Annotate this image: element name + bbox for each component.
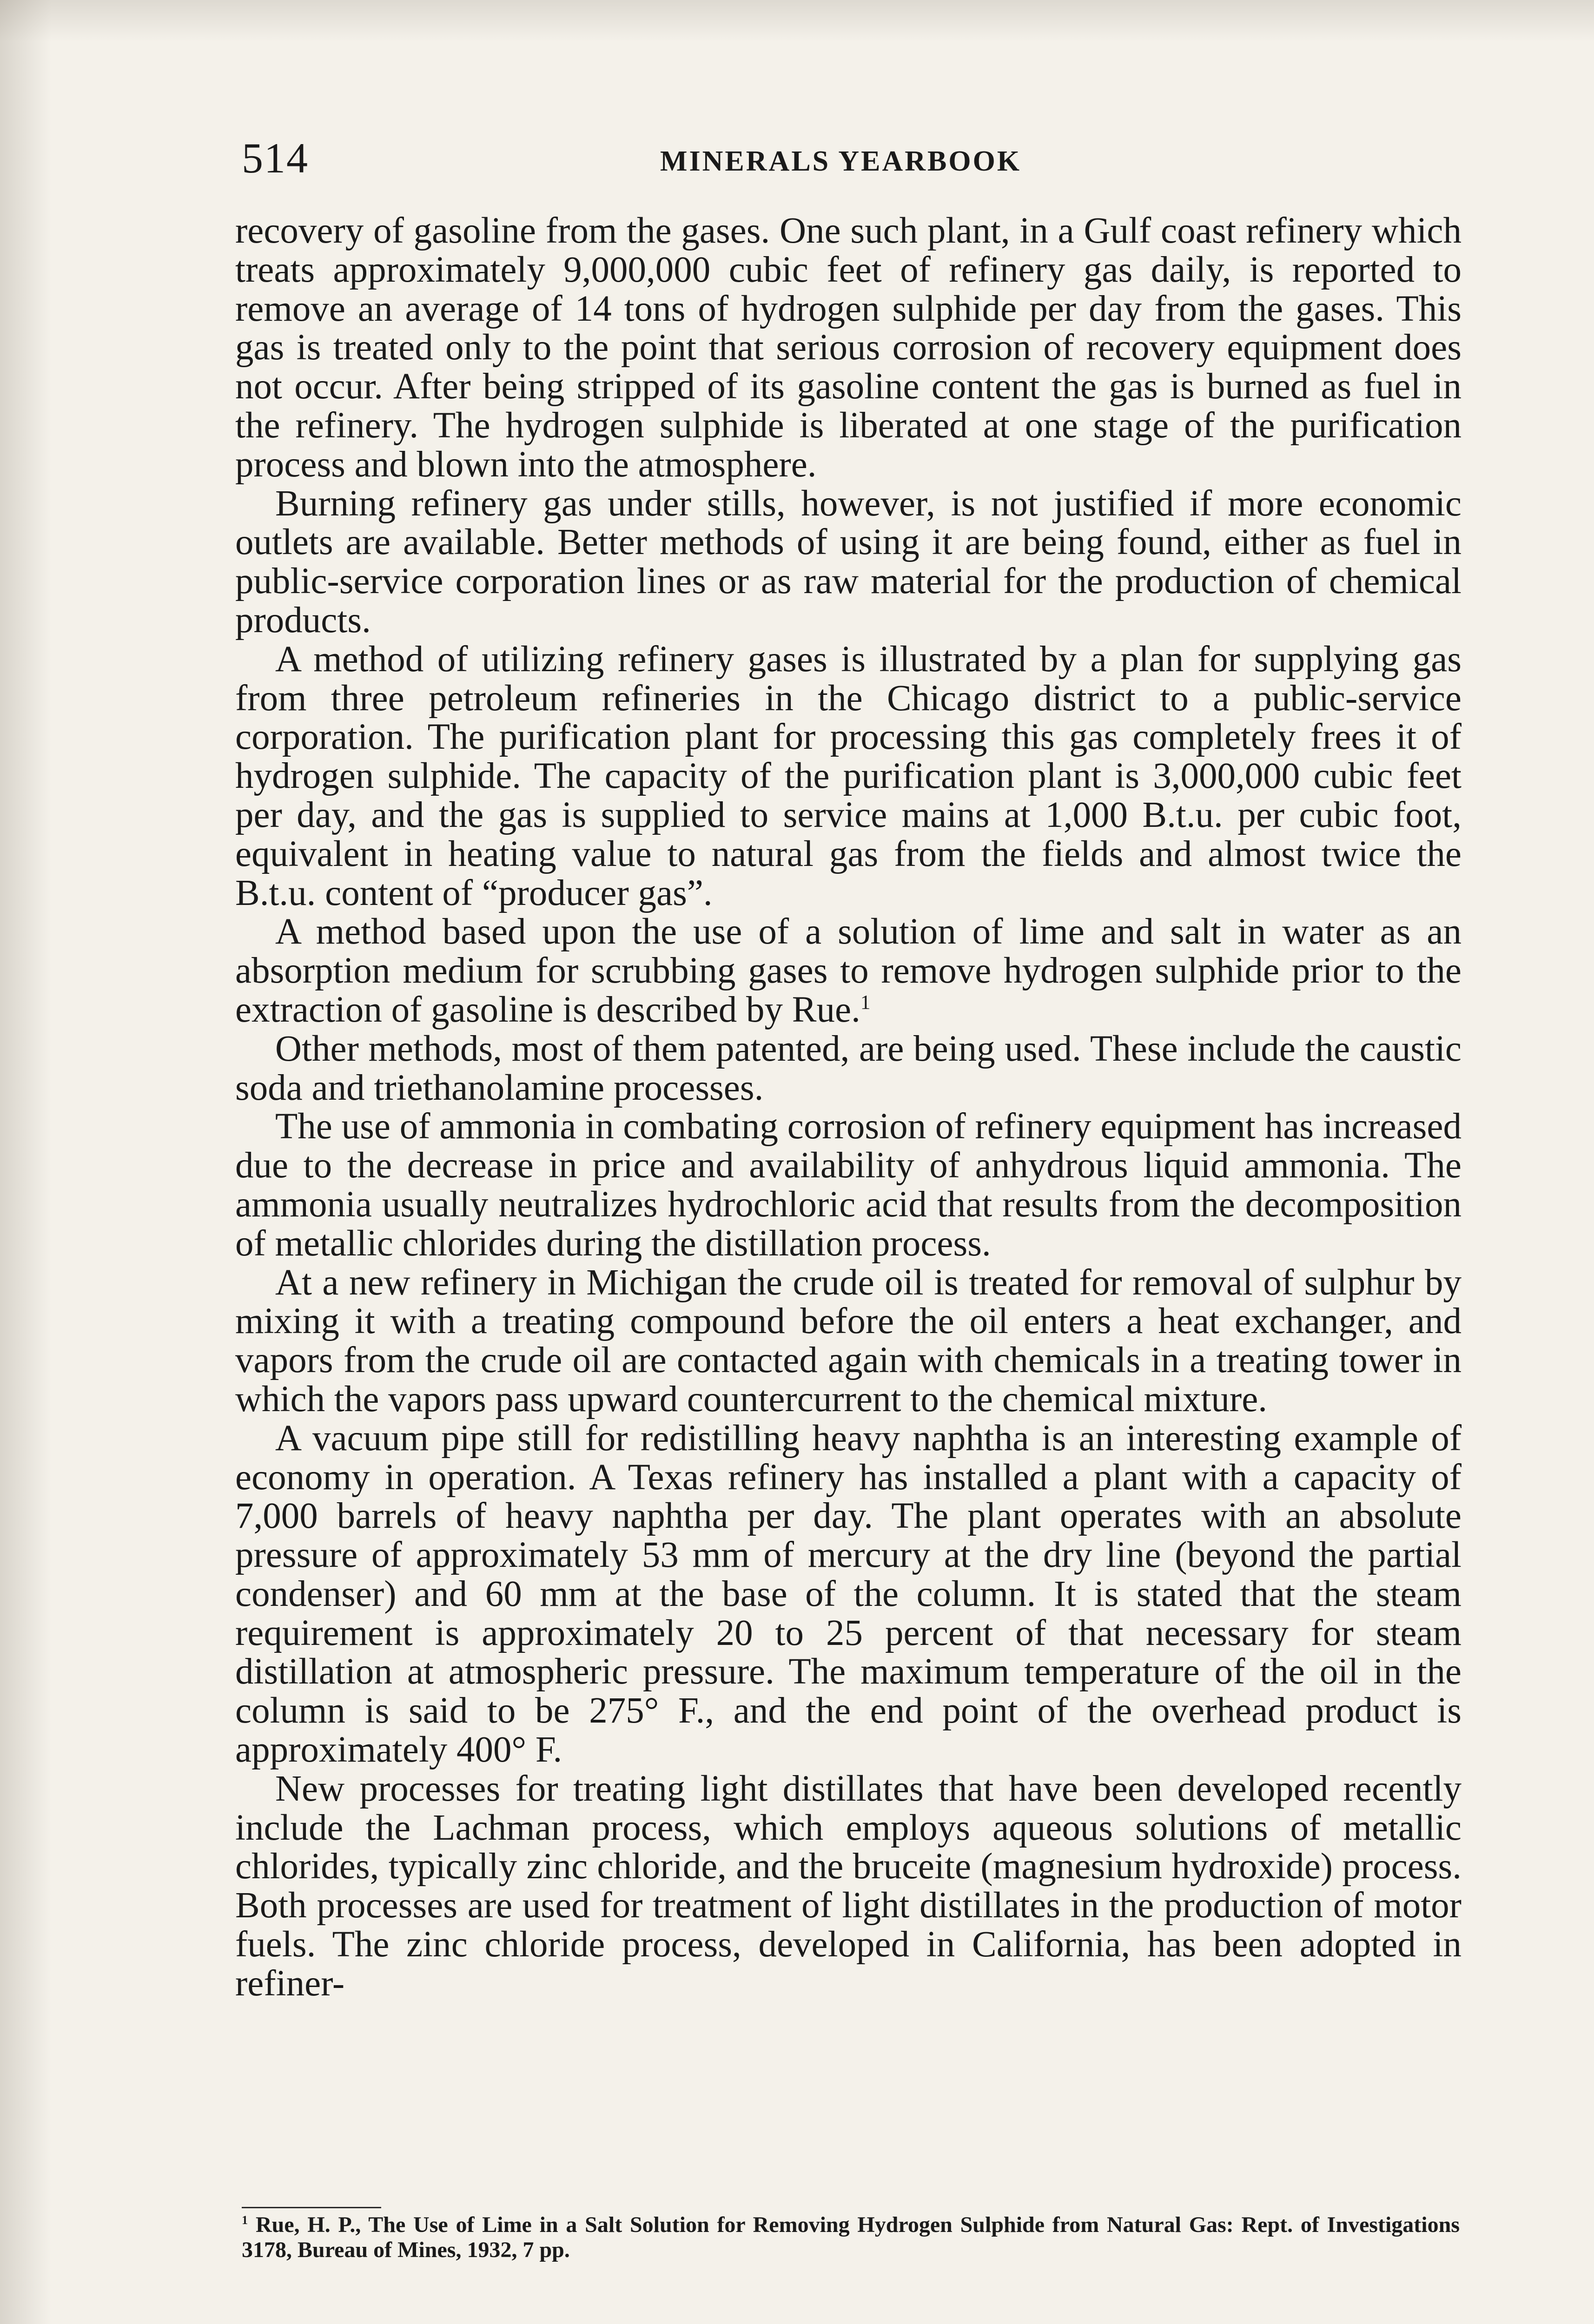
- paragraph-2: Burning refinery gas under stills, however, is not justified if more economic outlets are available. Better methods of using it are being found, either as fuel in public-service corporation lines or as raw material for the production of chemical products.: [235, 483, 1462, 640]
- paragraph-5: Other methods, most of them patented, are being used. These include the caustic soda and triethanolamine processes.: [235, 1028, 1462, 1108]
- paragraph-4: [235, 912, 1462, 1029]
- page-header: [242, 132, 1450, 184]
- footnote-divider: [242, 2207, 381, 2208]
- running-head: MINERALS YEARBOOK: [660, 145, 1022, 177]
- footnote: [242, 2212, 1460, 2263]
- paragraph-9: New processes for treating light distillates that have been developed recently include the Lachman process, which employs aqueous solutions of metallic chlorides, typically zinc chloride, and the bruceite (magnesium hydroxide) process. Both processes are used for treatment of light distillates in the production of motor fuels. The zinc chloride process, developed in California, has been adopted in refiner-: [235, 1768, 1462, 2004]
- footnote-reference: 1: [860, 991, 871, 1014]
- paragraph-3: A method of utilizing refinery gases is illustrated by a plan for supplying gas from three petroleum refineries in the Chicago district to a public-service corporation. The purification plant for processing this gas completely frees it of hydrogen sulphide. The capacity of the purification plant is 3,000,000 cubic feet per day, and the gas is supplied to service mains at 1,000 B.t.u. per cubic foot, equivalent in heating value to natural gas from the fields and almost twice the B.t.u. content of “producer gas”.: [235, 639, 1462, 913]
- footnote-marker: 1: [242, 2213, 248, 2227]
- scan-top-shadow: [0, 0, 1594, 42]
- page-number: 514: [242, 134, 309, 182]
- paragraph-1: recovery of gasoline from the gases. One such plant, in a Gulf coast refinery which treats approximately 9,000,000 cubic feet of refinery gas daily, is reported to remove an average of 14 tons of hydrogen sulphide per day from the gases. This gas is treated only to the point that serious corrosion of recovery equipment does not occur. After being stripped of its gasoline content the gas is burned as fuel in the refinery. The hydrogen sulphide is liberated at one stage of the purification process and blown into the atmosphere.: [235, 211, 1462, 485]
- scan-edge-shadow: [0, 0, 51, 2324]
- paragraph-4-text: A method based upon the use of a solution of lime and salt in water as an absorption medium for scrubbing gases to remove hydrogen sulphide prior to the extraction of gasoline is described by Rue.: [235, 911, 1462, 1030]
- paragraph-7: At a new refinery in Michigan the crude oil is treated for removal of sulphur by mixing it with a treating compound before the oil enters a heat exchanger, and vapors from the crude oil are contacted again with chemicals in a treating tower in which the vapors pass upward countercurrent to the chemical mixture.: [235, 1262, 1462, 1419]
- paragraph-8: A vacuum pipe still for redistilling heavy naphtha is an interesting example of economy in operation. A Texas refinery has installed a plant with a capacity of 7,000 barrels of heavy naphtha per day. The plant operates with an absolute pressure of approximately 53 mm of mercury at the dry line (beyond the partial condenser) and 60 mm at the base of the column. It is stated that the steam requirement is approximately 20 to 25 percent of that necessary for steam distillation at atmospheric pressure. The maximum temperature of the oil in the column is said to be 275° F., and the end point of the overhead product is approximately 400° F.: [235, 1418, 1462, 1770]
- footnote-text: Rue, H. P., The Use of Lime in a Salt Solution for Removing Hydrogen Sulphide from Natural Gas: Rept. of Investigations 3178, Bureau of Mines, 1932, 7 pp.: [242, 2212, 1460, 2262]
- paragraph-6: The use of ammonia in combating corrosion of refinery equipment has increased due to the decrease in price and availability of anhydrous liquid ammonia. The ammonia usually neutralizes hydrochloric acid that results from the decomposition of metallic chlorides during the distillation process.: [235, 1106, 1462, 1264]
- body-text: [235, 211, 1462, 2003]
